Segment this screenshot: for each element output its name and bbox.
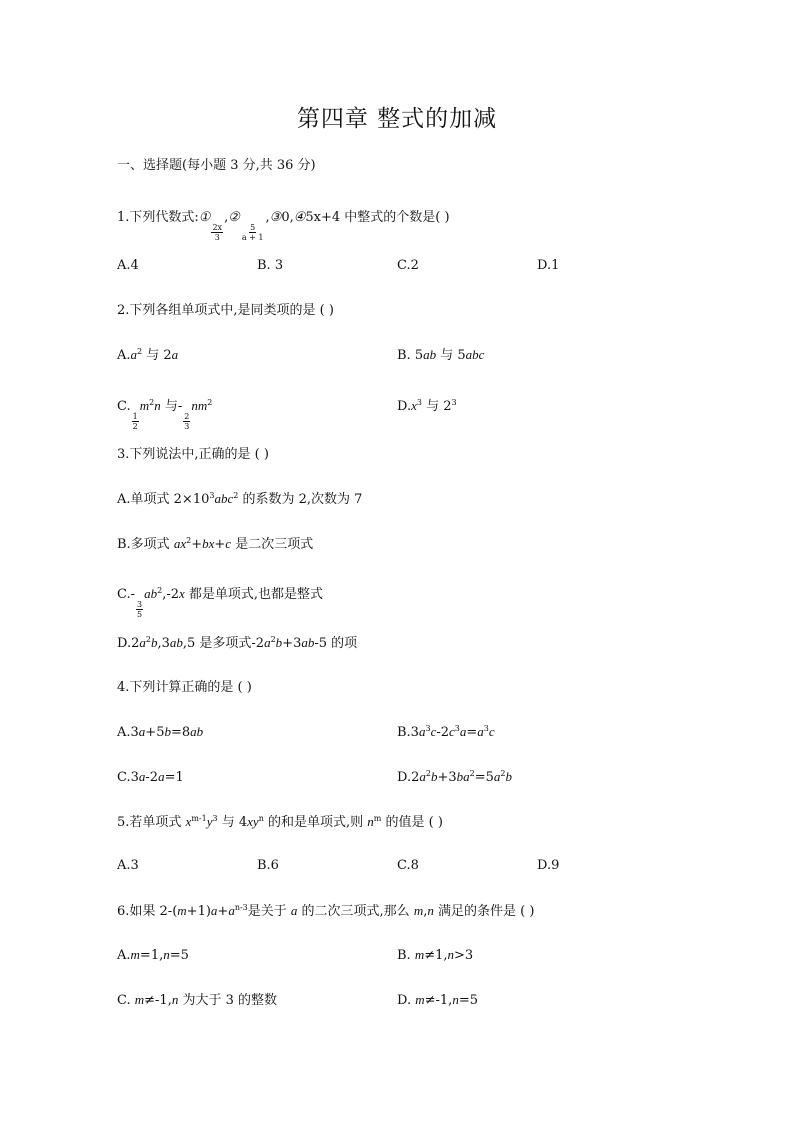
option-text: =8 bbox=[170, 725, 191, 740]
exponent: 2 bbox=[186, 536, 192, 545]
q4-option-d bbox=[397, 767, 512, 788]
option-text: 的系数为 2,次数为 7 bbox=[238, 492, 363, 507]
exponent: 3 bbox=[425, 724, 431, 733]
q1-suffix: 5x+4 中整式的个数是( ) bbox=[305, 210, 450, 225]
option-text: 与- bbox=[160, 399, 183, 414]
option-label: B.3 bbox=[397, 725, 419, 740]
variable: m bbox=[413, 903, 424, 918]
operator: + bbox=[214, 537, 226, 552]
q1-fraction-2-numerator: 5 bbox=[250, 223, 256, 232]
variable: ab bbox=[169, 635, 183, 650]
fraction bbox=[132, 412, 139, 431]
q5-option-c: C.8 bbox=[397, 858, 419, 873]
variable: xy bbox=[247, 814, 259, 829]
exponent: 3 bbox=[451, 398, 457, 407]
exponent: 2 bbox=[137, 347, 143, 356]
q1-fraction-1 bbox=[211, 223, 223, 242]
fraction-denominator: 2 bbox=[132, 422, 138, 431]
option-text: D.2 bbox=[117, 636, 140, 651]
option-label: C. bbox=[117, 993, 135, 1008]
variable: a bbox=[419, 769, 426, 784]
variable: b bbox=[150, 635, 158, 650]
variable: a bbox=[158, 769, 165, 784]
question-text: 的值是 ( ) bbox=[381, 815, 443, 830]
q5-option-b: B.6 bbox=[257, 858, 279, 873]
question-3: 3.下列说法中,正确的是 ( ) bbox=[117, 447, 269, 462]
option-text: ,3 bbox=[157, 636, 170, 651]
variable: a bbox=[290, 903, 298, 918]
q1-separator: , bbox=[265, 210, 270, 225]
exponent: m-1 bbox=[191, 814, 207, 823]
exponent: 2 bbox=[207, 398, 213, 407]
option-text: 与 5 bbox=[436, 348, 466, 363]
variable: c bbox=[430, 724, 437, 739]
operator: + bbox=[191, 537, 203, 552]
option-text: = bbox=[466, 725, 478, 740]
variable: n bbox=[171, 992, 179, 1007]
variable: c bbox=[225, 536, 232, 551]
q2-option-d bbox=[397, 396, 457, 417]
question-2: 2.下列各组单项式中,是同类项的是 ( ) bbox=[117, 303, 334, 318]
fraction-numerator: 2 bbox=[184, 412, 190, 421]
q2-option-b bbox=[397, 345, 484, 366]
option-text: 与 2 bbox=[142, 348, 172, 363]
q1-separator: , bbox=[224, 210, 229, 225]
question-text: 的二次三项式,那么 bbox=[297, 904, 414, 919]
option-label: D. bbox=[397, 993, 416, 1008]
q1-prefix: 1.下列代数式: bbox=[117, 210, 199, 225]
option-text: ,5 是多项式-2 bbox=[182, 636, 265, 651]
option-text: 是二次三项式 bbox=[231, 537, 314, 552]
option-text: +5 bbox=[145, 725, 165, 740]
q3-option-c bbox=[117, 584, 323, 619]
exponent: 3 bbox=[454, 724, 460, 733]
option-text: =5 bbox=[169, 948, 189, 963]
q1-item-3: 0, bbox=[281, 210, 294, 225]
option-text: ≠-1, bbox=[424, 993, 453, 1008]
exponent: 3 bbox=[209, 491, 215, 500]
q6-option-d bbox=[397, 990, 478, 1011]
option-label: A. bbox=[117, 348, 131, 363]
option-label: A. bbox=[117, 948, 131, 963]
exponent: 2 bbox=[469, 769, 475, 778]
variable: n bbox=[163, 947, 170, 962]
exponent: 3 bbox=[416, 398, 422, 407]
exponent: 2 bbox=[145, 635, 151, 644]
variable: n bbox=[154, 398, 161, 413]
exponent: 3 bbox=[483, 724, 489, 733]
exponent: 2 bbox=[500, 769, 506, 778]
variable: nm bbox=[191, 398, 208, 413]
question-5 bbox=[117, 812, 443, 833]
variable: b bbox=[505, 769, 512, 784]
option-label: A.3 bbox=[117, 725, 139, 740]
variable: a bbox=[459, 724, 467, 739]
variable: n bbox=[367, 814, 374, 829]
question-text: 的和是单项式,则 bbox=[263, 815, 368, 830]
q5-option-a: A.3 bbox=[117, 858, 139, 873]
option-text: =1 bbox=[164, 770, 184, 785]
page-title: 第四章 整式的加减 bbox=[296, 106, 498, 132]
option-text: 都是单项式,也都是整式 bbox=[184, 587, 324, 602]
exponent: n-3 bbox=[234, 903, 248, 912]
variable: b bbox=[275, 635, 283, 650]
option-label: B. bbox=[397, 948, 415, 963]
question-4: 4.下列计算正确的是 ( ) bbox=[117, 680, 252, 695]
option-text: +3 bbox=[282, 636, 302, 651]
option-text: +3 bbox=[437, 770, 457, 785]
option-text: 与 2 bbox=[421, 399, 452, 414]
variable: m bbox=[139, 398, 150, 413]
variable: a bbox=[228, 903, 235, 918]
variable: y bbox=[206, 814, 213, 829]
variable: a bbox=[138, 724, 146, 739]
fraction-numerator: 1 bbox=[132, 412, 138, 421]
option-label: C. bbox=[117, 399, 131, 414]
q3-option-a bbox=[117, 489, 362, 510]
variable: n bbox=[452, 992, 459, 1007]
q5-option-d: D.9 bbox=[537, 858, 560, 873]
variable: m bbox=[130, 947, 140, 962]
option-text: ≠1, bbox=[424, 948, 448, 963]
exponent: 2 bbox=[425, 769, 431, 778]
exponent: 3 bbox=[212, 814, 218, 823]
q6-option-b bbox=[397, 945, 473, 966]
option-text: ≠-1, bbox=[144, 993, 172, 1008]
variable: a bbox=[171, 347, 179, 362]
option-text: =5 bbox=[474, 770, 494, 785]
option-text: -2 bbox=[436, 725, 450, 740]
q6-option-c bbox=[117, 990, 277, 1011]
exponent: 2 bbox=[270, 635, 276, 644]
fraction-numerator: 3 bbox=[137, 600, 143, 609]
variable: bx bbox=[202, 536, 215, 551]
q1-circle-3: ③ bbox=[269, 210, 282, 225]
variable: m bbox=[415, 992, 425, 1007]
option-text: ,-2 bbox=[162, 587, 179, 602]
q4-option-b bbox=[397, 722, 495, 743]
variable: a bbox=[210, 903, 218, 918]
q4-option-a bbox=[117, 722, 203, 743]
variable: x bbox=[185, 814, 192, 829]
option-text: B.多项式 bbox=[117, 537, 174, 552]
option-label: C.3 bbox=[117, 770, 139, 785]
variable: a bbox=[418, 724, 426, 739]
variable: abc bbox=[465, 347, 485, 362]
fraction-denominator: 5 bbox=[137, 610, 143, 619]
option-text: -5 的项 bbox=[314, 636, 358, 651]
variable: ab bbox=[190, 724, 204, 739]
variable: a bbox=[130, 347, 138, 362]
q2-option-a bbox=[117, 345, 178, 366]
option-text: 为大于 3 的整数 bbox=[178, 993, 278, 1008]
exponent: 2 bbox=[157, 586, 163, 595]
q4-option-c bbox=[117, 767, 184, 788]
q1-option-d: D.1 bbox=[537, 258, 560, 273]
variable: ab bbox=[301, 635, 315, 650]
variable: a bbox=[138, 769, 146, 784]
fraction bbox=[183, 412, 190, 431]
variable: c bbox=[449, 724, 455, 739]
variable: b bbox=[164, 724, 171, 739]
option-label: D. bbox=[397, 399, 412, 414]
variable: ax bbox=[173, 536, 187, 551]
q1-option-a: A.4 bbox=[117, 258, 139, 273]
question-text: +1) bbox=[186, 904, 211, 919]
exponent: m bbox=[373, 814, 382, 823]
q1-fraction-1-denominator: 3 bbox=[214, 233, 220, 242]
variable: m bbox=[414, 947, 425, 962]
option-text: -2 bbox=[145, 770, 159, 785]
q1-fraction-1-numerator: 2x bbox=[212, 223, 223, 232]
q3-option-b bbox=[117, 534, 313, 555]
variable: n bbox=[427, 903, 434, 918]
question-text: 满足的条件是 ( ) bbox=[433, 904, 535, 919]
option-text: C.- bbox=[117, 587, 136, 602]
exponent: 2 bbox=[233, 491, 239, 500]
q1-circle-4: ④ bbox=[293, 210, 306, 225]
variable: b bbox=[430, 769, 438, 784]
variable: c bbox=[488, 724, 495, 739]
variable: abc bbox=[214, 491, 234, 506]
q1-option-b: B. 3 bbox=[257, 258, 284, 273]
variable: x bbox=[179, 586, 185, 601]
variable: x bbox=[411, 398, 417, 413]
question-text: 6.如果 2-( bbox=[117, 904, 178, 919]
option-label: B. 5 bbox=[397, 348, 424, 363]
q2-option-c bbox=[117, 396, 212, 431]
option-text: =1, bbox=[139, 948, 164, 963]
question-1 bbox=[117, 208, 450, 242]
question-text: , bbox=[423, 904, 428, 919]
fraction bbox=[136, 600, 143, 619]
question-text: 5.若单项式 bbox=[117, 815, 186, 830]
q1-option-c: C.2 bbox=[397, 258, 419, 273]
variable: a bbox=[139, 635, 146, 650]
variable: m bbox=[134, 992, 145, 1007]
variable: a bbox=[264, 635, 271, 650]
option-text: A.单项式 2×10 bbox=[117, 492, 210, 507]
q1-circle-1: ① bbox=[198, 210, 211, 225]
variable: ab bbox=[144, 586, 158, 601]
variable: ba bbox=[456, 769, 470, 784]
q1-fraction-2 bbox=[241, 223, 265, 242]
q1-circle-2: ② bbox=[228, 210, 240, 225]
question-6 bbox=[117, 901, 534, 922]
q1-fraction-2-denominator: a + 1 bbox=[241, 233, 264, 242]
fraction-denominator: 3 bbox=[184, 422, 190, 431]
variable: ab bbox=[423, 347, 437, 362]
q6-option-a bbox=[117, 945, 189, 966]
option-text: =5 bbox=[458, 993, 478, 1008]
variable: a bbox=[477, 724, 484, 739]
q3-option-d bbox=[117, 633, 357, 654]
question-text: 与 4 bbox=[217, 815, 248, 830]
exponent: n bbox=[258, 814, 264, 823]
variable: n bbox=[447, 947, 455, 962]
question-text: 是关于 bbox=[247, 904, 291, 919]
section-heading: 一、选择题(每小题 3 分,共 36 分) bbox=[117, 158, 316, 173]
option-text: >3 bbox=[454, 948, 474, 963]
variable: m bbox=[177, 903, 187, 918]
option-label: D.2 bbox=[397, 770, 420, 785]
variable: a bbox=[493, 769, 501, 784]
exponent: 2 bbox=[149, 398, 155, 407]
question-text: + bbox=[217, 904, 229, 919]
